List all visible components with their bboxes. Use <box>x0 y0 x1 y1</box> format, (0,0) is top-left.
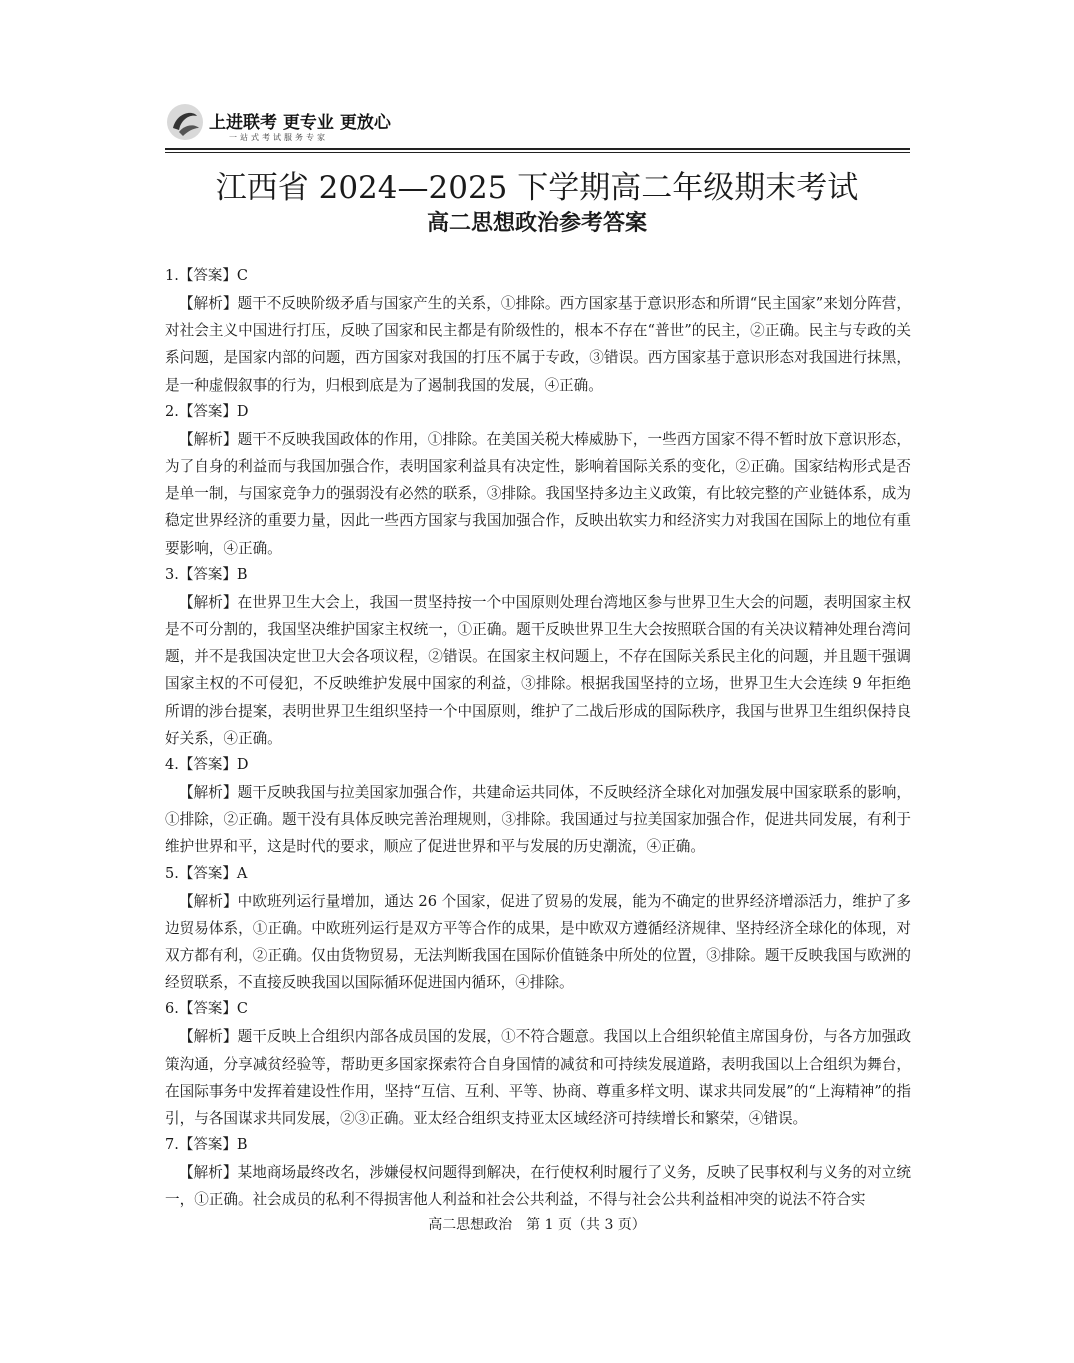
question-answer: 7.【答案】B <box>165 1137 248 1154</box>
question-analysis: 【解析】在世界卫生大会上，我国一贯坚持按一个中国原则处理台湾地区参与世界卫生大会的问题，表明国家主权是不可分割的，我国坚决维护国家主权统一，①正确。题干反映世界卫生大会按照联合国的有关决议精神处理台湾问题，并不是我国决定世卫大会各项议程，②错误。在国家主权问题上，不存在国际关系民主化的问题，并且题干强调国家主权的不可侵犯，不反映维护发展中国家的利益，③排除。根据我国坚持的立场，世界卫生大会连续 9 年拒绝所谓的涉台提案，表明世界卫生组织坚持一个中国原则，维护了二战后形成的国际秩序，我国与世界卫生组织保持良好关系，④正确。 <box>165 593 911 747</box>
question-answer: 2.【答案】D <box>165 403 249 420</box>
question-answer: 6.【答案】C <box>165 1001 248 1018</box>
document-title: 江西省 2024—2025 下学期高二年级期末考试 <box>215 170 859 206</box>
question-item <box>165 562 911 752</box>
question-answer: 3.【答案】B <box>165 566 248 583</box>
question-analysis: 【解析】题干反映上合组织内部各成员国的发展，①不符合题意。我国以上合组织轮值主席国身份，与各方加强政策沟通，分享减贫经验等，帮助更多国家探索符合自身国情的减贫和可持续发展道路，表明我国以上合组织为舞台，在国际事务中发挥着建设性作用，坚持“互信、互利、平等、协商、尊重多样文明、谋求共同发展”的“上海精神”的指引，与各国谋求共同发展，②③正确。亚太经合组织支持亚太区域经济可持续增长和繁荣，④错误。 <box>165 1028 911 1128</box>
question-item <box>165 263 911 399</box>
page-footer: 高二思想政治 第 1 页（共 3 页） <box>428 1217 646 1233</box>
brand-slogan: 上进联考 更专业 更放心 <box>209 113 391 133</box>
answer-list <box>165 263 911 1214</box>
question-analysis: 【解析】题干不反映阶级矛盾与国家产生的关系，①排除。西方国家基于意识形态和所谓“民主国家”来划分阵营，对社会主义中国进行打压，反映了国家和民主都是有阶级性的，根本不存在“普世”的民主，②正确。民主与专政的关系问题，是国家内部的问题，西方国家对我国的打压不属于专政，③错误。西方国家基于意识形态对我国进行抹黑，是一种虚假叙事的行为，归根到底是为了遏制我国的发展，④正确。 <box>165 295 911 394</box>
brand-subtitle: 一站式考试服务专家 <box>229 133 328 142</box>
question-item <box>165 996 911 1132</box>
question-item <box>165 1132 911 1213</box>
question-analysis: 【解析】题干反映我国与拉美国家加强合作，共建命运共同体，不反映经济全球化对加强发展中国家联系的影响，①排除，②正确。题干没有具体反映完善治理规则，③排除。我国通过与拉美国家加强合作，促进共同发展，有利于维护世界和平，这是时代的要求，顺应了促进世界和平与发展的历史潮流，④正确。 <box>165 784 911 856</box>
header-rule-thin <box>165 152 910 153</box>
question-answer: 5.【答案】A <box>165 865 248 882</box>
question-analysis: 【解析】中欧班列运行量增加，通达 26 个国家，促进了贸易的发展，能为不确定的世界经济增添活力，维护了多边贸易体系，①正确。中欧班列运行是双方平等合作的成果，是中欧双方遵循经济规律、坚持经济全球化的体现，对双方都有利，②正确。仅由货物贸易，无法判断我国在国际价值链条中所处的位置，③排除。题干反映我国与欧洲的经贸联系，不直接反映我国以国际循环促进国内循环，④排除。 <box>165 892 911 992</box>
question-analysis: 【解析】某地商场最终改名，涉嫌侵权问题得到解决，在行使权利时履行了义务，反映了民事权利与义务的对立统一，①正确。社会成员的私利不得损害他人利益和社会公共利益，不得与社会公共利益相冲突的说法不符合实 <box>165 1164 911 1209</box>
question-item <box>165 861 911 997</box>
question-item <box>165 399 911 562</box>
page-header <box>165 100 910 152</box>
header-rule <box>165 148 910 150</box>
question-answer: 1.【答案】C <box>165 268 248 284</box>
document-subtitle: 高二思想政治参考答案 <box>426 211 647 236</box>
question-answer: 4.【答案】D <box>165 757 249 774</box>
question-analysis: 【解析】题干不反映我国政体的作用，①排除。在美国关税大棒威胁下，一些西方国家不得不暂时放下意识形态，为了自身的利益而与我国加强合作，表明国家利益具有决定性，影响着国际关系的变化，②正确。国家结构形式是否是单一制，与国家竞争力的强弱没有必然的联系，③排除。我国坚持多边主义政策，有比较完整的产业链体系，成为稳定世界经济的重要力量，因此一些西方国家与我国加强合作，反映出软实力和经济实力对我国在国际上的地位有重要影响，④正确。 <box>165 430 911 557</box>
question-item <box>165 752 911 861</box>
brand-logo-icon <box>165 102 205 142</box>
